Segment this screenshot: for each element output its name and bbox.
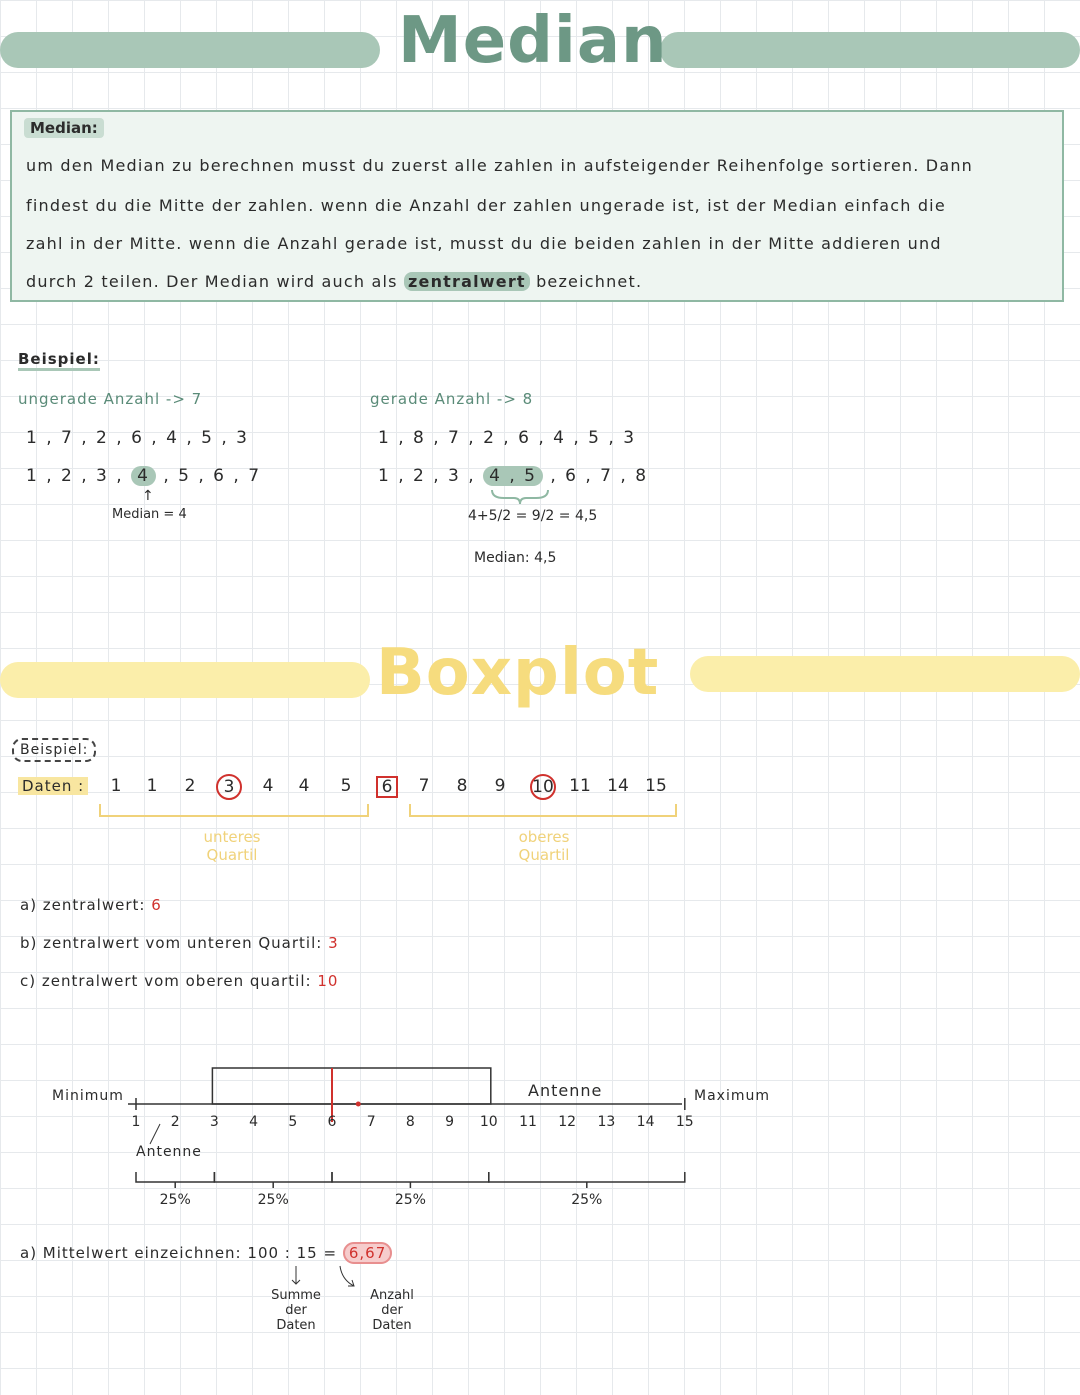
quarter-brace [332, 1172, 489, 1188]
data-value: 7 [418, 776, 430, 796]
lower-quartile-label [190, 828, 274, 864]
axis-tick-label: 4 [249, 1114, 259, 1130]
percent-label: 25% [571, 1192, 603, 1208]
axis-tick-label: 5 [288, 1114, 298, 1130]
definition-line-2: findest du die Mitte der zahlen. wenn die Anzahl der zahlen ungerade ist, ist der Median einfach die [26, 196, 946, 215]
question-a-value: 6 [151, 896, 162, 914]
axis-tick-label: 11 [519, 1114, 537, 1130]
even-brace [488, 488, 552, 506]
boxplot-title-band-left [0, 662, 370, 698]
count-note-line-3: Daten [372, 1318, 412, 1333]
axis-tick-label: 1 [131, 1114, 141, 1130]
mean-result: 6,67 [343, 1242, 392, 1264]
data-value: 4 [262, 776, 274, 796]
quartile-brackets [98, 802, 682, 822]
count-of-data-note [360, 1288, 424, 1333]
question-a [20, 896, 162, 914]
data-value: 1 [146, 776, 158, 796]
quarter-brace [214, 1172, 332, 1188]
odd-sorted-before: 1 , 2 , 3 , [26, 466, 124, 486]
median-title: Median [398, 4, 668, 78]
odd-median-result: Median = 4 [112, 507, 187, 522]
antenne-pointer [150, 1124, 160, 1144]
axis-tick-label: 7 [366, 1114, 376, 1130]
question-c-value: 10 [317, 972, 339, 990]
question-b [20, 934, 339, 952]
data-value: 3 [216, 774, 242, 800]
data-value: 1 [110, 776, 122, 796]
definition-label: Median: [24, 118, 104, 138]
mean-line [20, 1244, 392, 1262]
odd-sorted [26, 466, 261, 486]
odd-sorted-after: , 5 , 6 , 7 [163, 466, 262, 486]
axis-tick-label: 8 [405, 1114, 415, 1130]
question-c [20, 972, 338, 990]
odd-median-highlight: 4 [131, 466, 156, 486]
definition-line-3: zahl in der Mitte. wenn die Anzahl gerade ist, musst du die beiden zahlen in der Mitte addieren und [26, 234, 942, 253]
data-value: 11 [569, 776, 591, 796]
quarter-brace [489, 1172, 685, 1188]
boxplot-example-label: Beispiel: [12, 738, 96, 762]
boxplot-title-band-right [690, 656, 1080, 692]
even-heading: gerade Anzahl -> 8 [370, 390, 534, 408]
upper-quartile-label-line-2: Quartil [518, 846, 570, 864]
axis-tick-label: 12 [558, 1114, 577, 1130]
mean-label: a) Mittelwert einzeichnen: [20, 1244, 242, 1262]
lower-quartile-label-line-2: Quartil [206, 846, 258, 864]
percent-label: 25% [394, 1192, 426, 1208]
sum-of-data-note [266, 1288, 326, 1333]
question-b-label: b) zentralwert vom unteren Quartil: [20, 934, 323, 952]
data-value: 15 [645, 776, 667, 796]
data-value: 6 [376, 776, 398, 798]
definition-line-4 [26, 272, 642, 291]
data-value: 14 [607, 776, 629, 796]
count-note-line-2: der [381, 1303, 403, 1318]
lower-quartile-label-line-1: unteres [203, 828, 261, 846]
median-title-band-left [0, 32, 380, 68]
upper-quartile-label [502, 828, 586, 864]
percent-label: 25% [257, 1192, 289, 1208]
axis-tick-label: 9 [445, 1114, 455, 1130]
even-median-highlight: 4 , 5 [483, 466, 543, 486]
axis-tick-label: 6 [327, 1114, 337, 1130]
even-sorted [378, 466, 648, 486]
quarter-brace [136, 1172, 214, 1188]
axis-tick-label: 13 [597, 1114, 616, 1130]
antenne-left-label: Antenne [136, 1144, 202, 1160]
axis-tick-label: 14 [636, 1114, 655, 1130]
count-note-line-1: Anzahl [370, 1288, 414, 1303]
median-title-band-right [660, 32, 1080, 68]
data-value: 9 [494, 776, 506, 796]
boxplot-box [212, 1068, 490, 1104]
data-value: 2 [184, 776, 196, 796]
axis-tick-label: 10 [479, 1114, 498, 1130]
even-unsorted: 1 , 8 , 7 , 2 , 6 , 4 , 5 , 3 [378, 428, 637, 448]
data-value: 4 [298, 776, 310, 796]
antenne-right-label: Antenne [528, 1081, 603, 1100]
definition-line-4-end: bezeichnet. [536, 272, 643, 291]
odd-unsorted: 1 , 7 , 2 , 6 , 4 , 5 , 3 [26, 428, 249, 448]
odd-median-arrow: ↑ [142, 488, 154, 504]
question-b-value: 3 [328, 934, 339, 952]
even-median-calc: 4+5/2 = 9/2 = 4,5 [468, 508, 598, 524]
median-definition-box [10, 110, 1064, 302]
definition-line-4-start: durch 2 teilen. Der Median wird auch als [26, 272, 398, 291]
definition-line-1: um den Median zu berechnen musst du zuerst alle zahlen in aufsteigender Reihenfolge sortieren. Dann [26, 156, 974, 175]
sum-note-line-3: Daten [276, 1318, 316, 1333]
upper-quartile-label-line-1: oberes [518, 828, 570, 846]
question-a-label: a) zentralwert: [20, 896, 146, 914]
sum-note-line-1: Summe [271, 1288, 321, 1303]
boxplot-title: Boxplot [376, 636, 660, 710]
percent-label: 25% [159, 1192, 191, 1208]
data-value: 10 [530, 774, 556, 800]
question-c-label: c) zentralwert vom oberen quartil: [20, 972, 312, 990]
median-example-label: Beispiel: [18, 350, 100, 371]
even-sorted-after: , 6 , 7 , 8 [550, 466, 649, 486]
axis-tick-label: 15 [675, 1114, 694, 1130]
mean-calc: 100 : 15 = [247, 1244, 338, 1262]
axis-tick-label: 3 [209, 1114, 219, 1130]
minimum-label: Minimum [52, 1088, 124, 1104]
odd-heading: ungerade Anzahl -> 7 [18, 390, 203, 408]
data-value: 5 [340, 776, 352, 796]
sum-note-line-2: der [285, 1303, 307, 1318]
zentralwert-highlight: zentralwert [404, 272, 530, 291]
boxplot-svg [0, 1060, 760, 1220]
maximum-label: Maximum [694, 1088, 770, 1104]
even-median-result: Median: 4,5 [474, 550, 557, 566]
data-label: Daten : [18, 777, 88, 795]
data-value: 8 [456, 776, 468, 796]
even-sorted-before: 1 , 2 , 3 , [378, 466, 476, 486]
axis-tick-label: 2 [170, 1114, 180, 1130]
mean-marker [356, 1102, 361, 1107]
